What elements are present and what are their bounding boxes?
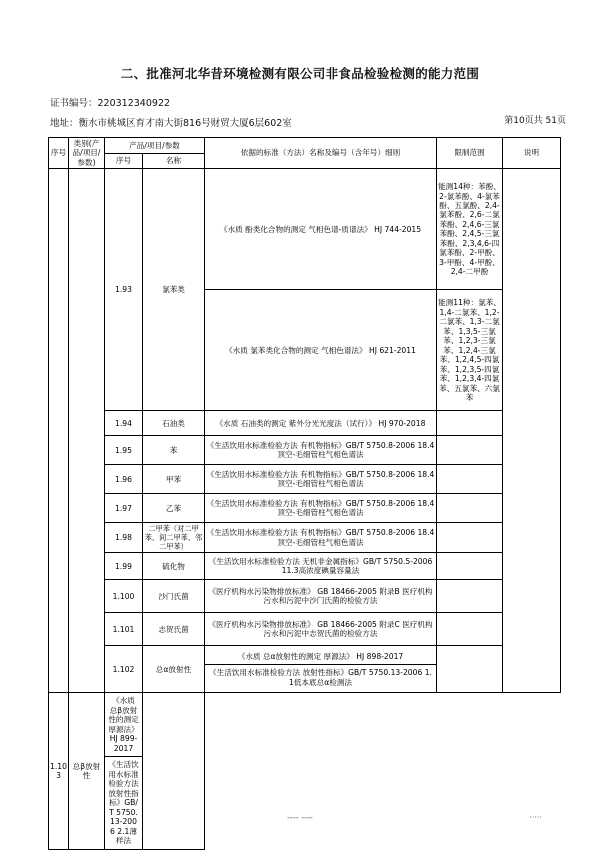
table-row <box>49 646 561 693</box>
cell-standard-stack <box>205 646 437 693</box>
cell-limit <box>437 613 503 646</box>
cell-seq <box>49 169 69 693</box>
cell-note <box>503 169 561 693</box>
meta-cert-row <box>28 95 572 109</box>
header-product-name: 名称 <box>143 153 205 169</box>
header-kind: 类别(产品/项目/参数) <box>69 138 105 169</box>
cell-product-name: 志贺氏菌 <box>143 613 205 646</box>
header-product-num: 序号 <box>105 153 143 169</box>
cell-product-name: 氯苯类 <box>143 169 205 411</box>
table-row <box>49 411 561 436</box>
cell-product-num: 1.98 <box>105 523 143 553</box>
cell-standard: 《水质 石油类的测定 紫外分光光度法（试行）》 HJ 970-2018 <box>205 411 437 436</box>
table-row <box>49 436 561 465</box>
cell-product-name: 沙门氏菌 <box>143 580 205 613</box>
cell-product-name: 乙苯 <box>143 494 205 523</box>
table-row <box>49 465 561 494</box>
cell-product-num: 1.94 <box>105 411 143 436</box>
certificate-number: 证书编号：220312340922 <box>50 98 171 109</box>
cell-product-name: 石油类 <box>143 411 205 436</box>
table-row <box>49 693 561 849</box>
cell-product-num: 1.93 <box>105 169 143 411</box>
cell-standard-stack <box>105 693 143 849</box>
header-standard: 依据的标准（方法）名称及编号（含年号）细则 <box>205 138 437 169</box>
table-row <box>49 169 561 290</box>
cell-limit <box>437 411 503 436</box>
cell-product-name: 总α放射性 <box>143 646 205 693</box>
table-row <box>49 553 561 580</box>
cell-standard: 《生活饮用水标准检验方法 有机物指标》GB/T 5750.8-2006 18.4顶空-毛细管柱气相色谱法 <box>205 436 437 465</box>
cell-limit <box>437 465 503 494</box>
cell-standard: 《水质 氯苯类化合物的测定 气相色谱法》 HJ 621-2011 <box>205 290 437 411</box>
cell-kind <box>69 169 105 693</box>
header-note: 说明 <box>503 138 561 169</box>
cell-standard: 《生活饮用水标准检验方法 有机物指标》GB/T 5750.8-2006 18.4顶空-毛细管柱气相色谱法 <box>205 523 437 553</box>
footer-left: ---- ---- <box>287 813 313 822</box>
address: 地址：衡水市桃城区育才南大街816号财贸大厦6层602室 <box>50 118 292 129</box>
cell-standard: 《生活饮用水标准检验方法 放射性指标》GB/T 5750.13-2006 1.1低本底总α检测法 <box>209 668 432 687</box>
footer-right: ····· <box>529 813 542 822</box>
cell-product-num: 1.102 <box>105 646 143 693</box>
cell-standard: 《生活饮用水标准检验方法 有机物指标》GB/T 5750.8-2006 18.4顶空-毛细管柱气相色谱法 <box>205 465 437 494</box>
cell-standard: 《医疗机构水污染物排放标准》 GB 18466-2005 附录C 医疗机构污水和污泥中志贺氏菌的检验方法 <box>205 613 437 646</box>
capability-table <box>48 137 561 850</box>
header-product-group: 产品/项目/参数 <box>105 138 205 154</box>
cell-standard: 《水质 总α放射性的测定 厚源法》 HJ 898-2017 <box>205 649 436 665</box>
cell-limit <box>437 436 503 465</box>
cell-limit <box>437 646 503 693</box>
table-body <box>49 169 561 849</box>
cell-product-name: 总β放射性 <box>69 693 105 849</box>
cell-standard: 《生活饮用水标准检验方法 放射性指标》GB/T 5750.13-2006 2.1薄样法 <box>108 760 139 846</box>
table-row <box>49 494 561 523</box>
cell-product-num: 1.96 <box>105 465 143 494</box>
meta-address-row <box>28 115 572 129</box>
cell-product-num: 1.100 <box>105 580 143 613</box>
cell-product-name: 苯 <box>143 436 205 465</box>
cell-product-num: 1.101 <box>105 613 143 646</box>
cell-standard: 《医疗机构水污染物排放标准》 GB 18466-2005 附录B 医疗机构污水和污泥中沙门氏菌的检验方法 <box>205 580 437 613</box>
cell-standard: 《水质 酚类化合物的测定 气相色谱-质谱法》 HJ 744-2015 <box>205 169 437 290</box>
cell-limit <box>143 693 205 849</box>
cell-product-num: 1.95 <box>105 436 143 465</box>
cell-standard: 《水质 总β放射性的测定 厚源法》 HJ 899-2017 <box>105 693 142 757</box>
header-limit: 限制范围 <box>437 138 503 169</box>
cell-limit <box>437 523 503 553</box>
page-content <box>28 26 572 846</box>
table-row <box>49 580 561 613</box>
cell-limit <box>437 580 503 613</box>
cell-standard: 《生活饮用水标准检验方法 无机非金属指标》GB/T 5750.5-2006 11.3高浓度碘量容量法 <box>205 553 437 580</box>
table-row <box>49 523 561 553</box>
cell-product-name: 甲苯 <box>143 465 205 494</box>
header-seq: 序号 <box>49 138 69 169</box>
cell-standard: 《生活饮用水标准检验方法 有机物指标》GB/T 5750.8-2006 18.4顶空-毛细管柱气相色谱法 <box>205 494 437 523</box>
cell-limit <box>437 553 503 580</box>
table-row <box>49 613 561 646</box>
cell-product-name: 硫化物 <box>143 553 205 580</box>
page-title: 二、批准河北华昔环境检测有限公司非食品检验检测的能力范围 <box>120 66 480 81</box>
table-header <box>49 138 561 169</box>
page-number: 第10页共 51页 <box>504 116 566 126</box>
cell-product-num: 1.99 <box>105 553 143 580</box>
cell-product-num: 1.103 <box>49 693 69 849</box>
cell-product-name: 二甲苯（对二甲苯、间二甲苯、邻二甲苯） <box>143 523 205 553</box>
cell-limit <box>437 494 503 523</box>
cell-limit: 能测14种：苯酚、2-氯苯酚、4-氯苯酚、五氯酚、2,4-氯苯酚、2,6-二氯苯酚、2,4,6-三氯苯酚、2,4,5-三氯苯酚、2,3,4,6-四氯苯酚、2-甲酚、3-甲酚、4-甲酚、2,4-二甲酚 <box>437 169 503 290</box>
cell-product-num: 1.97 <box>105 494 143 523</box>
cell-limit: 能测11种：氯苯、1,4-二氯苯、1,2-二氯苯、1,3-二氯苯、1,3,5-三氯苯、1,2,3-三氯苯、1,2,4-三氯苯、1,2,4,5-四氯苯、1,2,3,5-四氯苯、1,2,3,4-四氯苯、五氯苯、六氯苯 <box>437 290 503 411</box>
